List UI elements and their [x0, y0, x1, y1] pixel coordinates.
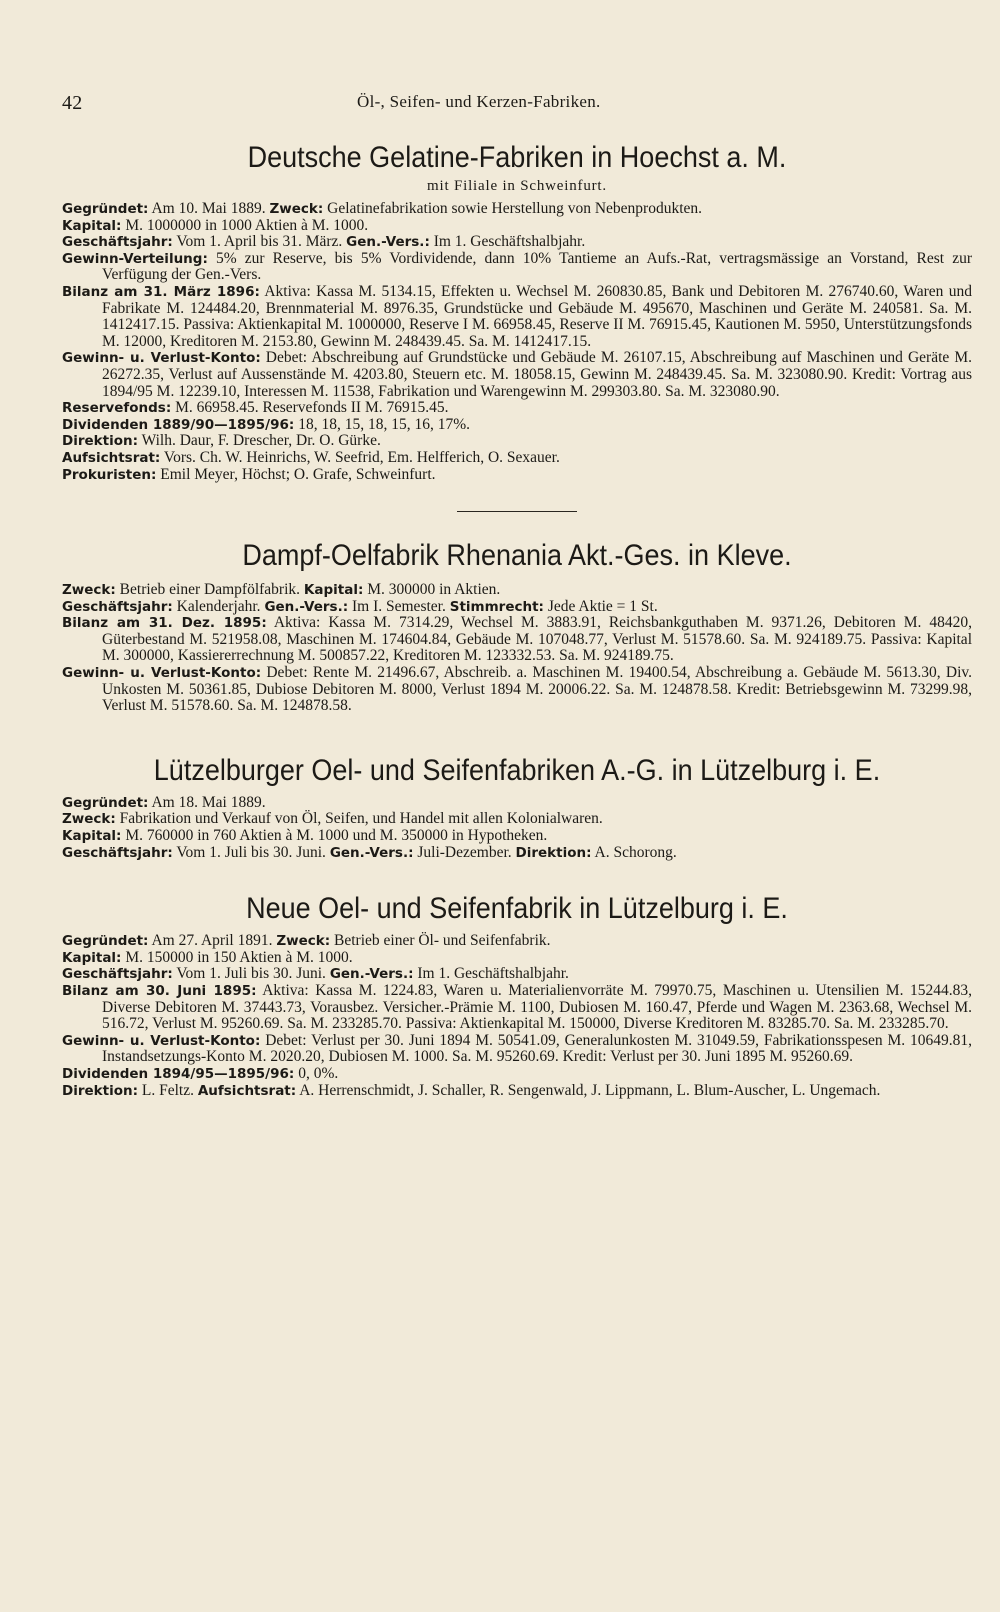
founding-and-purpose [62, 201, 972, 218]
field-label: Gen.-Vers.: [329, 966, 414, 983]
field-label: Gen.-Vers.: [264, 598, 349, 615]
balance-sheet [62, 983, 972, 1033]
capital [62, 828, 972, 845]
reserve-funds [62, 400, 972, 417]
field-value: 5% zur Reserve, bis 5% Vordividende, dann 10% Tantieme an Aufs.-Rat, vertragsmässige an Vorstand, Rest zur Verfügung der Gen.-Vers. [102, 249, 972, 284]
field-label: Gewinn- u. Verlust-Konto: [62, 350, 261, 367]
company-entry [62, 140, 972, 483]
field-value: 0, 0%. [294, 1064, 339, 1082]
company-title: Deutsche Gelatine-Fabriken in Hoechst a. M. [247, 141, 787, 174]
field-value: Betrieb einer Dampfölfabrik. [115, 581, 304, 599]
field-value: 18, 18, 15, 18, 15, 16, 17%. [294, 415, 470, 433]
field-label: Kapital: [62, 217, 122, 234]
field-label: Bilanz am 31. Dez. 1895: [62, 615, 267, 632]
field-label: Bilanz am 30. Juni 1895: [62, 983, 257, 999]
field-label: Gegründet: [62, 933, 149, 950]
field-value: Im 1. Geschäftshalbjahr. [429, 233, 586, 251]
field-label: Prokuristen: [62, 466, 157, 483]
field-value: Debet: Rente M. 21496.67, Abschreib. a. Maschinen M. 19400.54, Abschreibung a. Gebäude M. 5613.30, Div. Unkosten M. 50361.85, Dubiose Debitoren M. 8000, Verlust 1894 M. 20006.22. Sa. M. 124878.58. Kredit: Betriebsgewinn M. 73299.98, Verlust M. 51578.60. Sa. M. 124878.58. [102, 664, 972, 715]
balance-sheet [62, 284, 972, 350]
field-label: Geschäftsjahr: [62, 234, 173, 251]
dividends [62, 417, 972, 434]
field-label: Geschäftsjahr: [62, 598, 173, 615]
field-label: Dividenden 1889/90—1895/96: [62, 416, 295, 433]
field-value: Aktiva: Kassa M. 7314.29, Wechsel M. 3883.91, Reichsbankguthaben M. 9371.26, Debitoren M. 48420, Güterbestand M. 521958.08, Maschinen M. 174604.84, Gebäude M. 107048.77, Verlust M. 51578.60. Sa. M. 924189.75. Passiva: Kapital M. 300000, Kassiererrechnung M. 500857.22, Kreditoren M. 123332.53. Sa. M. 924189.75. [102, 614, 972, 665]
field-label: Zweck: [269, 201, 324, 217]
field-label: Gegründet: [62, 794, 149, 811]
field-label: Zweck: [276, 933, 331, 950]
field-label: Geschäftsjahr: [62, 966, 173, 983]
field-label: Kapital: [62, 949, 122, 966]
field-value: Am 18. Mai 1889. [148, 793, 266, 811]
supervisory-board [62, 450, 972, 467]
dividends [62, 1066, 972, 1083]
management-and-board [62, 1083, 972, 1100]
fiscal-year [62, 845, 972, 862]
field-label: Gewinn- u. Verlust-Konto: [62, 665, 262, 682]
field-value: Juli-Dezember. [413, 843, 516, 861]
field-label: Gen.-Vers.: [346, 234, 430, 251]
field-value: L. Feltz. [138, 1081, 198, 1099]
field-label: Aufsichtsrat: [62, 449, 161, 466]
field-value: Aktiva: Kassa M. 1224.83, Waren u. Materialienvorräte M. 79970.75, Maschinen u. Utensilien M. 15244.83, Diverse Debitoren M. 37443.73, Vorausbez. Versicher.-Prämie M. 1100, Dubiosen M. 160.47, Pferde und Wagen M. 2363.68, Wechsel M. 516.72, Verlust M. 95260.69. Sa. M. 233285.70. Passiva: Aktienkapital M. 150000, Diverse Kreditoren M. 83285.70. Sa. M. 233285.70. [102, 982, 973, 1033]
field-value: Fabrikation und Verkauf von Öl, Seifen, und Handel mit allen Kolonialwaren. [115, 810, 603, 828]
field-value: Wilh. Daur, F. Drescher, Dr. O. Gürke. [138, 432, 381, 450]
page-content [62, 140, 972, 1099]
field-value: Emil Meyer, Höchst; O. Grafe, Schweinfurt. [156, 465, 436, 483]
field-value: Am 10. Mai 1889. [148, 200, 270, 217]
field-value: Debet: Abschreibung auf Grundstücke und Gebäude M. 26107.15, Abschreibung auf Maschinen und Geräte M. 26272.35, Verlust auf Aussenstände M. 4203.80, Steuern etc. M. 18058.15, Gewinn M. 248439.45. Sa. M. 323080.90. Kredit: Vortrag aus 1894/95 M. 12239.10, Interessen M. 11538, Fabrikation und Warengewinn M. 299303.80. Sa. M. 323080.90. [102, 349, 972, 400]
field-value: Jede Aktie = 1 St. [543, 597, 658, 615]
field-label: Gewinn-Verteilung: [62, 250, 208, 267]
company-title: Dampf-Oelfabrik Rhenania Akt.-Ges. in Kleve. [242, 539, 792, 573]
field-label: Kapital: [62, 828, 122, 845]
field-label: Reservefonds: [62, 400, 172, 417]
field-value: Im I. Semester. [348, 597, 450, 615]
field-value: M. 66958.45. Reservefonds II M. 76915.45. [171, 399, 449, 417]
field-label: Zweck: [62, 582, 116, 599]
purpose-and-capital [62, 582, 972, 599]
field-label: Bilanz am 31. März 1896: [62, 283, 260, 300]
field-value: M. 1000000 in 1000 Aktien à M. 1000. [121, 216, 369, 234]
field-label: Gen.-Vers.: [329, 844, 414, 861]
fiscal-year [62, 966, 972, 983]
company-title: Lützelburger Oel- und Seifenfabriken A.-G. in Lützelburg i. E. [153, 753, 881, 787]
balance-sheet [62, 615, 972, 665]
field-label: Geschäftsjahr: [62, 844, 173, 861]
field-value: Aktiva: Kassa M. 5134.15, Effekten u. Wechsel M. 260830.85, Bank und Debitoren M. 276740.60, Waren und Fabrikate M. 124484.20, Brennmaterial M. 8976.35, Grundstücke und Gebäude M. 495670, Maschinen und Geräte M. 240581. Sa. M. 1412417.15. Passiva: Aktienkapital M. 1000000, Reserve I M. 66958.45, Reserve II M. 76915.45, Kautionen M. 5950, Unterstützungsfonds M. 12000, Kreditoren M. 2153.80, Gewinn M. 248439.45. Sa. M. 1412417.15. [102, 282, 972, 350]
founding-and-purpose [62, 933, 972, 950]
management [62, 433, 972, 450]
field-value: M. 760000 in 760 Aktien à M. 1000 und M. 350000 in Hypotheken. [121, 827, 548, 845]
field-label: Gewinn- u. Verlust-Konto: [62, 1032, 261, 1049]
spacer [62, 715, 972, 753]
field-value: Betrieb einer Öl- und Seifenfabrik. [330, 932, 551, 950]
company-entry [62, 753, 972, 861]
running-title: Öl-, Seifen- und Kerzen-Fabriken. [357, 92, 601, 111]
field-value: Debet: Verlust per 30. Juni 1894 M. 50541.09, Generalunkosten M. 31049.59, Fabrikationsspesen M. 10649.81, Instandsetzungs-Konto M. 2020.20, Dubiosen M. 1000. Sa. M. 95260.69. Kredit: Verlust per 30. Juni 1895 M. 95260.69. [102, 1031, 972, 1066]
capital [62, 950, 972, 967]
field-value: Im 1. Geschäftshalbjahr. [413, 965, 569, 983]
fiscal-year [62, 599, 972, 616]
profit-distribution [62, 251, 972, 284]
field-label: Direktion: [62, 433, 138, 450]
field-value: M. 300000 in Aktien. [363, 581, 501, 599]
field-value: Kalenderjahr. [172, 597, 265, 615]
section-divider [457, 511, 577, 512]
fiscal-year [62, 234, 972, 251]
page-number: 42 [62, 92, 83, 114]
field-value: Gelatinefabrikation sowie Herstellung von Nebenprodukten. [323, 200, 703, 217]
field-value: Am 27. April 1891. [148, 932, 277, 950]
purpose [62, 811, 972, 828]
field-value: A. Schorong. [591, 843, 677, 861]
field-label: Kapital: [303, 582, 364, 599]
field-value: A. Herrenschmidt, J. Schaller, R. Sengenwald, J. Lippmann, L. Blum-Auscher, L. Ungemach. [296, 1081, 881, 1099]
field-label: Dividenden 1894/95—1895/96: [62, 1065, 295, 1082]
company-entry [62, 538, 972, 715]
company-subtitle: mit Filiale in Schweinfurt. [427, 178, 607, 194]
field-label: Direktion: [515, 844, 592, 861]
field-label: Zweck: [62, 811, 116, 828]
field-label: Stimmrecht: [449, 598, 544, 615]
field-value: Vom 1. Juli bis 30. Juni. [172, 843, 330, 861]
field-label: Aufsichtsrat: [197, 1082, 297, 1099]
field-value: Vom 1. April bis 31. März. [172, 233, 347, 251]
authorized-officers [62, 467, 972, 484]
company-title: Neue Oel- und Seifenfabrik in Lützelburg i. E. [246, 892, 788, 926]
profit-loss-account [62, 665, 972, 715]
profit-loss-account [62, 1033, 972, 1066]
profit-loss-account [62, 350, 972, 400]
spacer [62, 861, 972, 891]
field-label: Direktion: [62, 1082, 138, 1099]
field-value: Vors. Ch. W. Heinrichs, W. Seefrid, Em. Helfferich, O. Sexauer. [160, 448, 560, 466]
field-value: Vom 1. Juli bis 30. Juni. [172, 965, 330, 983]
capital [62, 218, 972, 235]
company-entry [62, 891, 972, 1099]
field-label: Gegründet: [62, 201, 149, 217]
founded [62, 795, 972, 812]
field-value: M. 150000 in 150 Aktien à M. 1000. [121, 948, 353, 966]
